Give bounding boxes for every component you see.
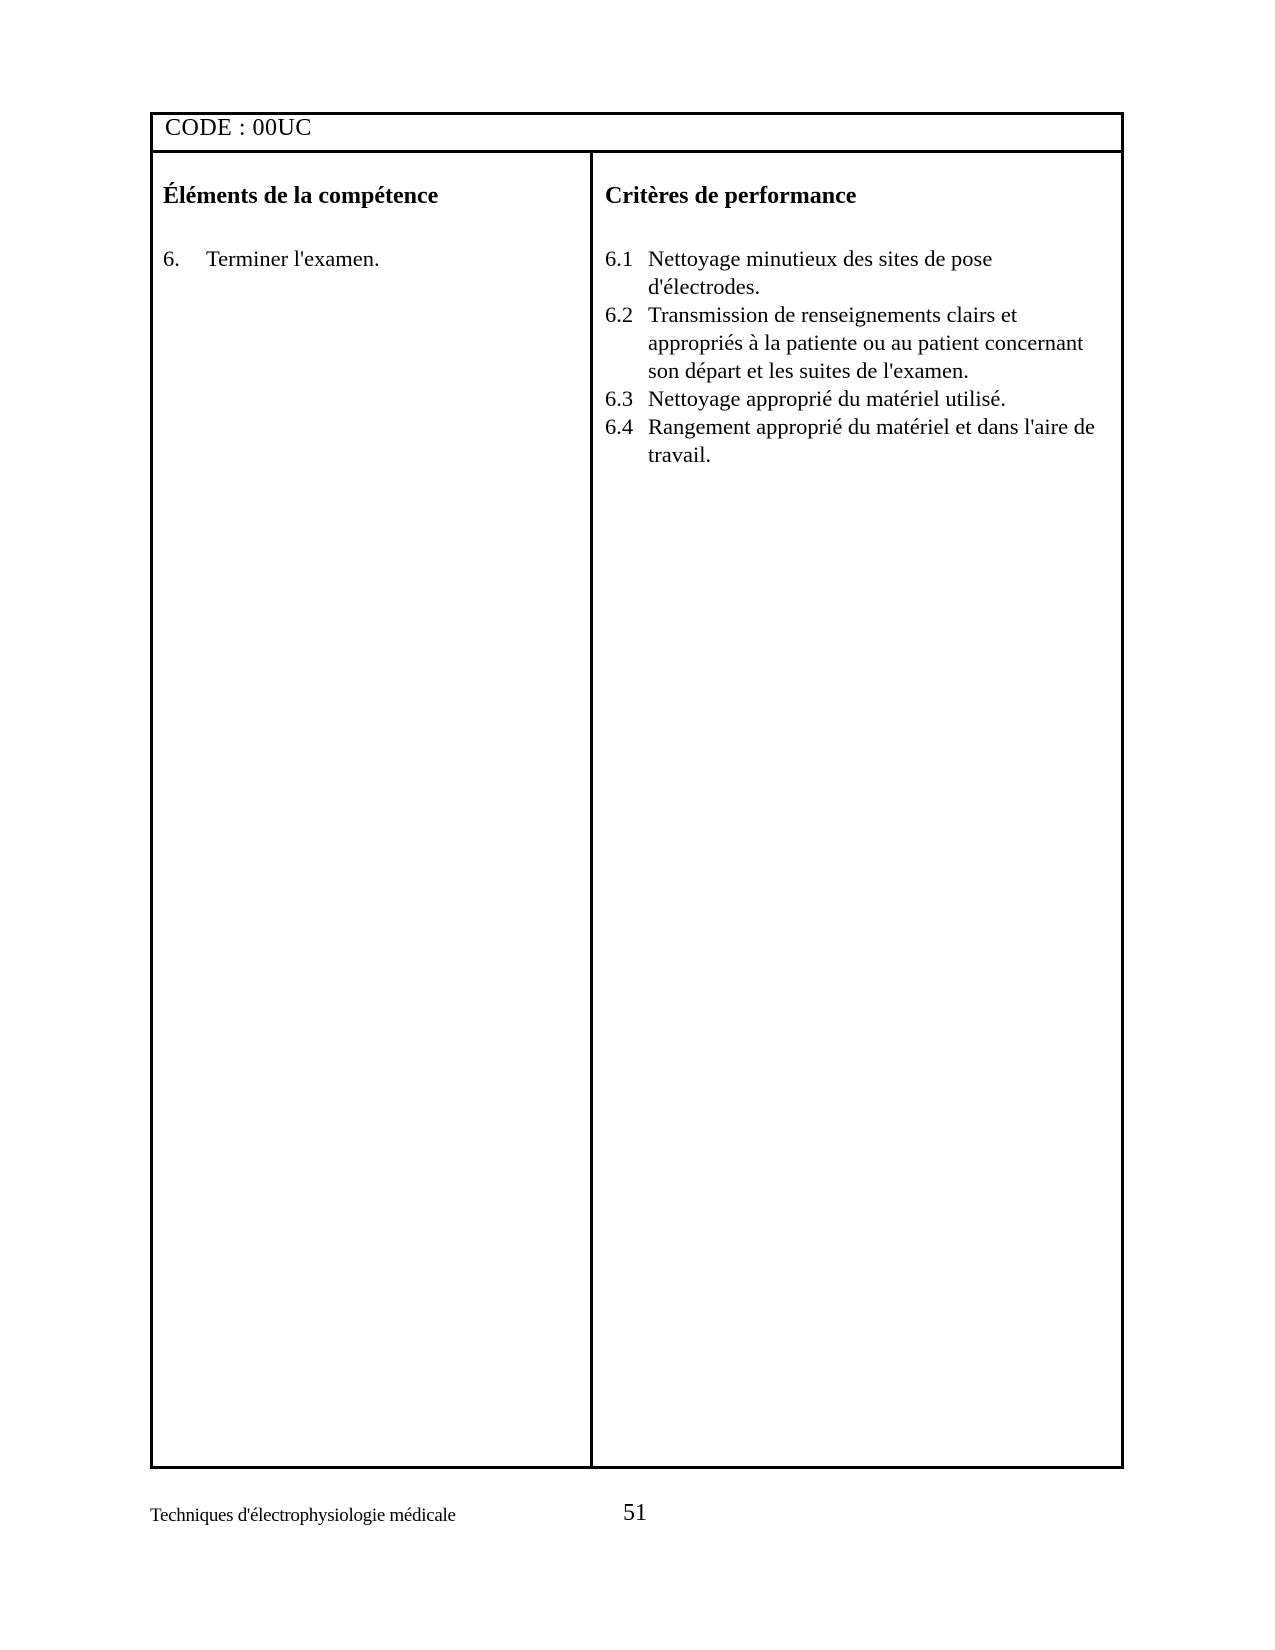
column-divider [590, 150, 593, 1466]
criteria-column [605, 181, 1110, 467]
criteria-heading: Critères de performance [605, 183, 857, 209]
criteria-number: 6.1 [605, 246, 634, 271]
competency-table [150, 112, 1124, 1469]
criteria-number: 6.4 [605, 414, 634, 439]
criteria-text: Transmission de renseignements clairs et appropriés à la patiente ou au patient concernant son départ et les suites de l'examen. [648, 302, 1084, 383]
code-row [153, 115, 1121, 153]
criteria-number: 6.2 [605, 302, 634, 327]
criteria-number: 6.3 [605, 386, 634, 411]
criteria-item [605, 245, 1110, 301]
code-label: CODE : 00UC [165, 115, 312, 141]
page-number: 51 [623, 1500, 647, 1526]
element-number: 6. [163, 246, 180, 271]
element-text: Terminer l'examen. [206, 246, 380, 271]
element-item [163, 245, 380, 273]
elements-column [163, 181, 583, 271]
criteria-text: Rangement approprié du matériel et dans l'aire de travail. [648, 414, 1096, 467]
criteria-item [605, 413, 1110, 469]
criteria-text: Nettoyage approprié du matériel utilisé. [648, 386, 1007, 411]
criteria-item [605, 385, 1110, 413]
footer-document-title: Techniques d'électrophysiologie médicale [150, 1505, 456, 1526]
criteria-list [605, 245, 1110, 469]
elements-heading: Éléments de la compétence [163, 183, 439, 209]
criteria-text: Nettoyage minutieux des sites de pose d'électrodes. [648, 246, 993, 299]
criteria-item [605, 301, 1110, 385]
